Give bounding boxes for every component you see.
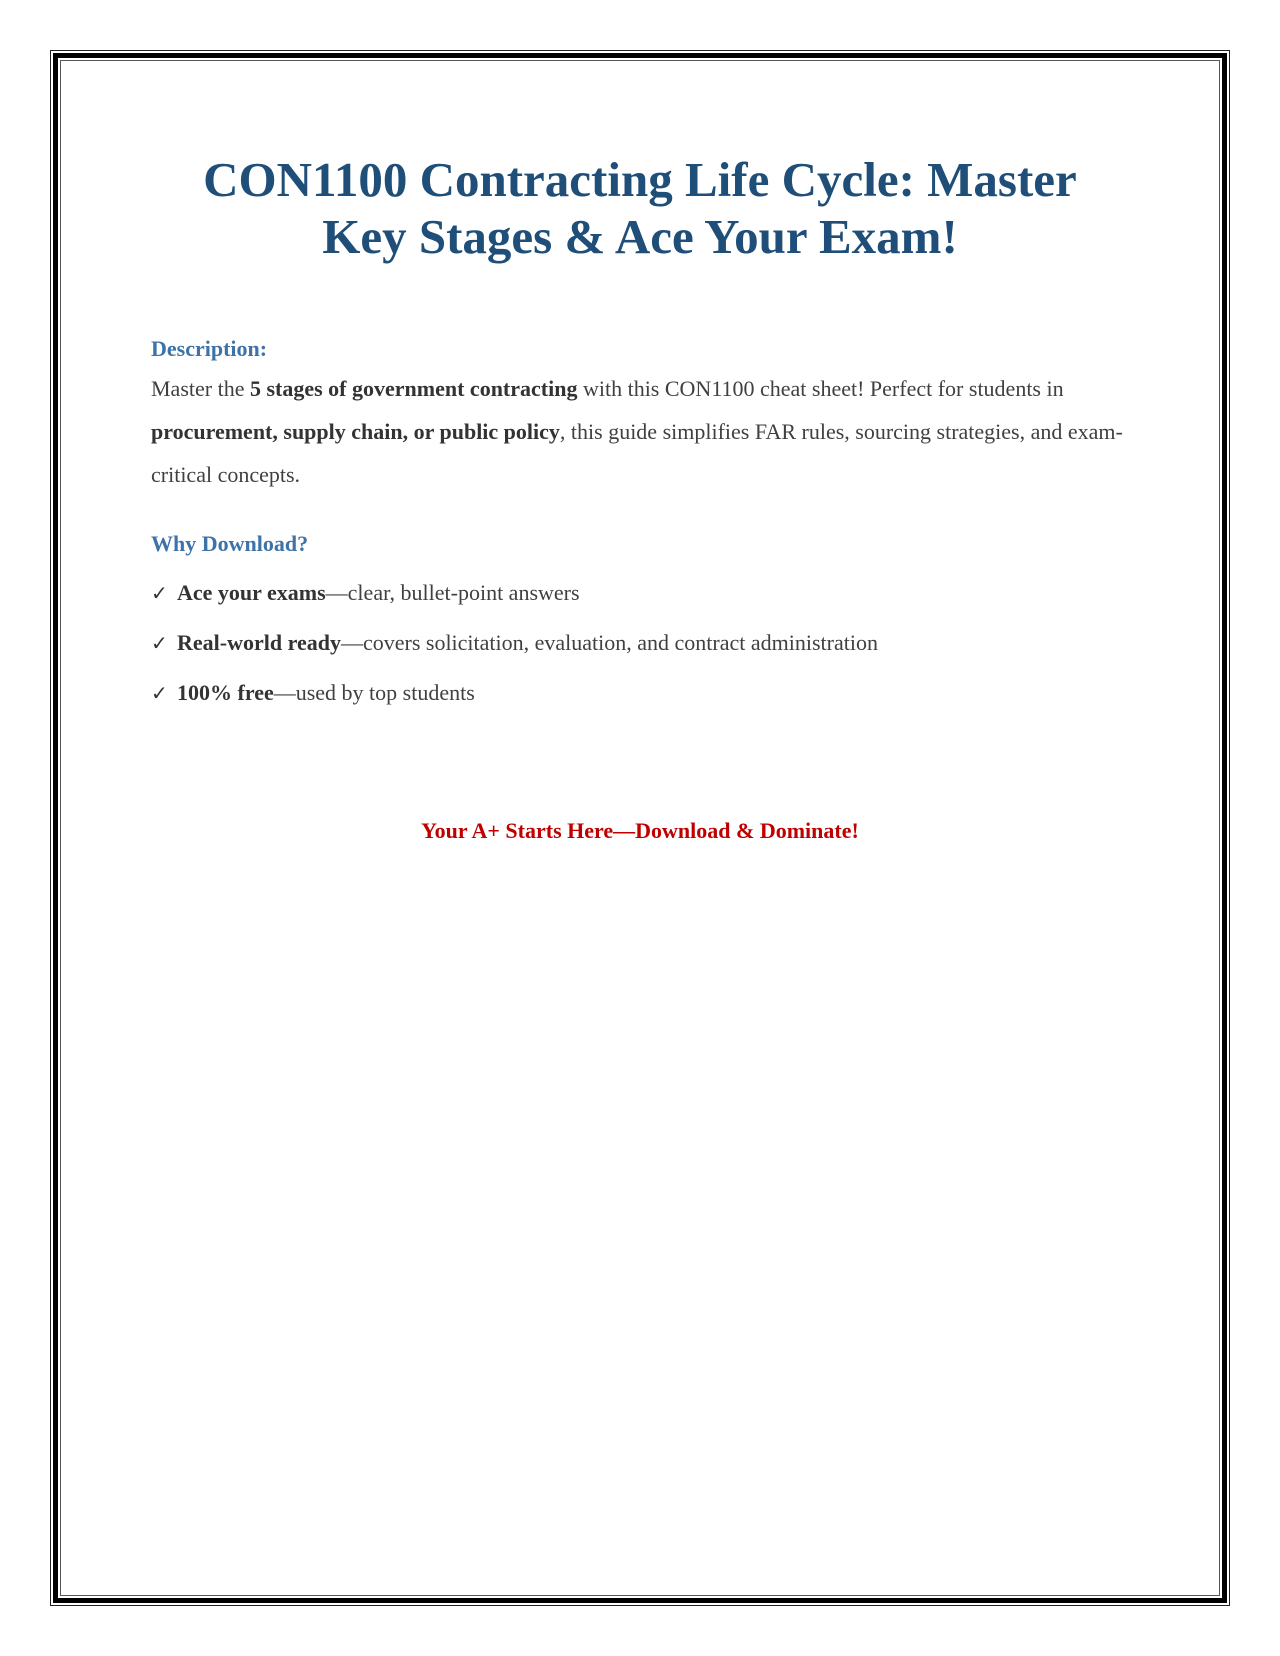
benefit-detail: —clear, bullet-point answers <box>325 580 580 605</box>
why-download-heading: Why Download? <box>151 531 309 556</box>
description-text-3: with this CON1100 cheat sheet! Perfect for students in <box>577 376 1064 401</box>
check-icon: ✓ <box>151 581 168 605</box>
document-page <box>61 61 1219 1595</box>
page-title-line-2: Key Stages & Ace Your Exam! <box>322 209 958 264</box>
call-to-action: Your A+ Starts Here—Download & Dominate! <box>421 818 859 843</box>
check-icon: ✓ <box>151 631 168 655</box>
page-title <box>61 151 1219 265</box>
description-paragraph <box>151 367 1151 496</box>
description-heading: Description: <box>151 336 268 361</box>
description-text-4: procurement, supply chain, or public policy <box>151 419 560 444</box>
check-icon: ✓ <box>151 681 168 705</box>
benefit-item <box>151 630 878 656</box>
benefit-title: Real-world ready <box>177 630 341 655</box>
description-text-1: Master the <box>151 376 250 401</box>
description-text-2: 5 stages of government contracting <box>249 376 578 401</box>
page-title-line-1: CON1100 Contracting Life Cycle: Master <box>203 152 1077 207</box>
benefit-item <box>151 680 475 706</box>
benefit-detail: —used by top students <box>273 680 475 705</box>
benefit-detail: —covers solicitation, evaluation, and contract administration <box>340 630 878 655</box>
benefit-title: 100% free <box>177 680 274 705</box>
benefit-item <box>151 580 580 606</box>
description-text-5: , this guide simplifies FAR rules, sourcing strategies, and exam-critical concepts. <box>151 419 1123 487</box>
benefit-title: Ace your exams <box>177 580 326 605</box>
